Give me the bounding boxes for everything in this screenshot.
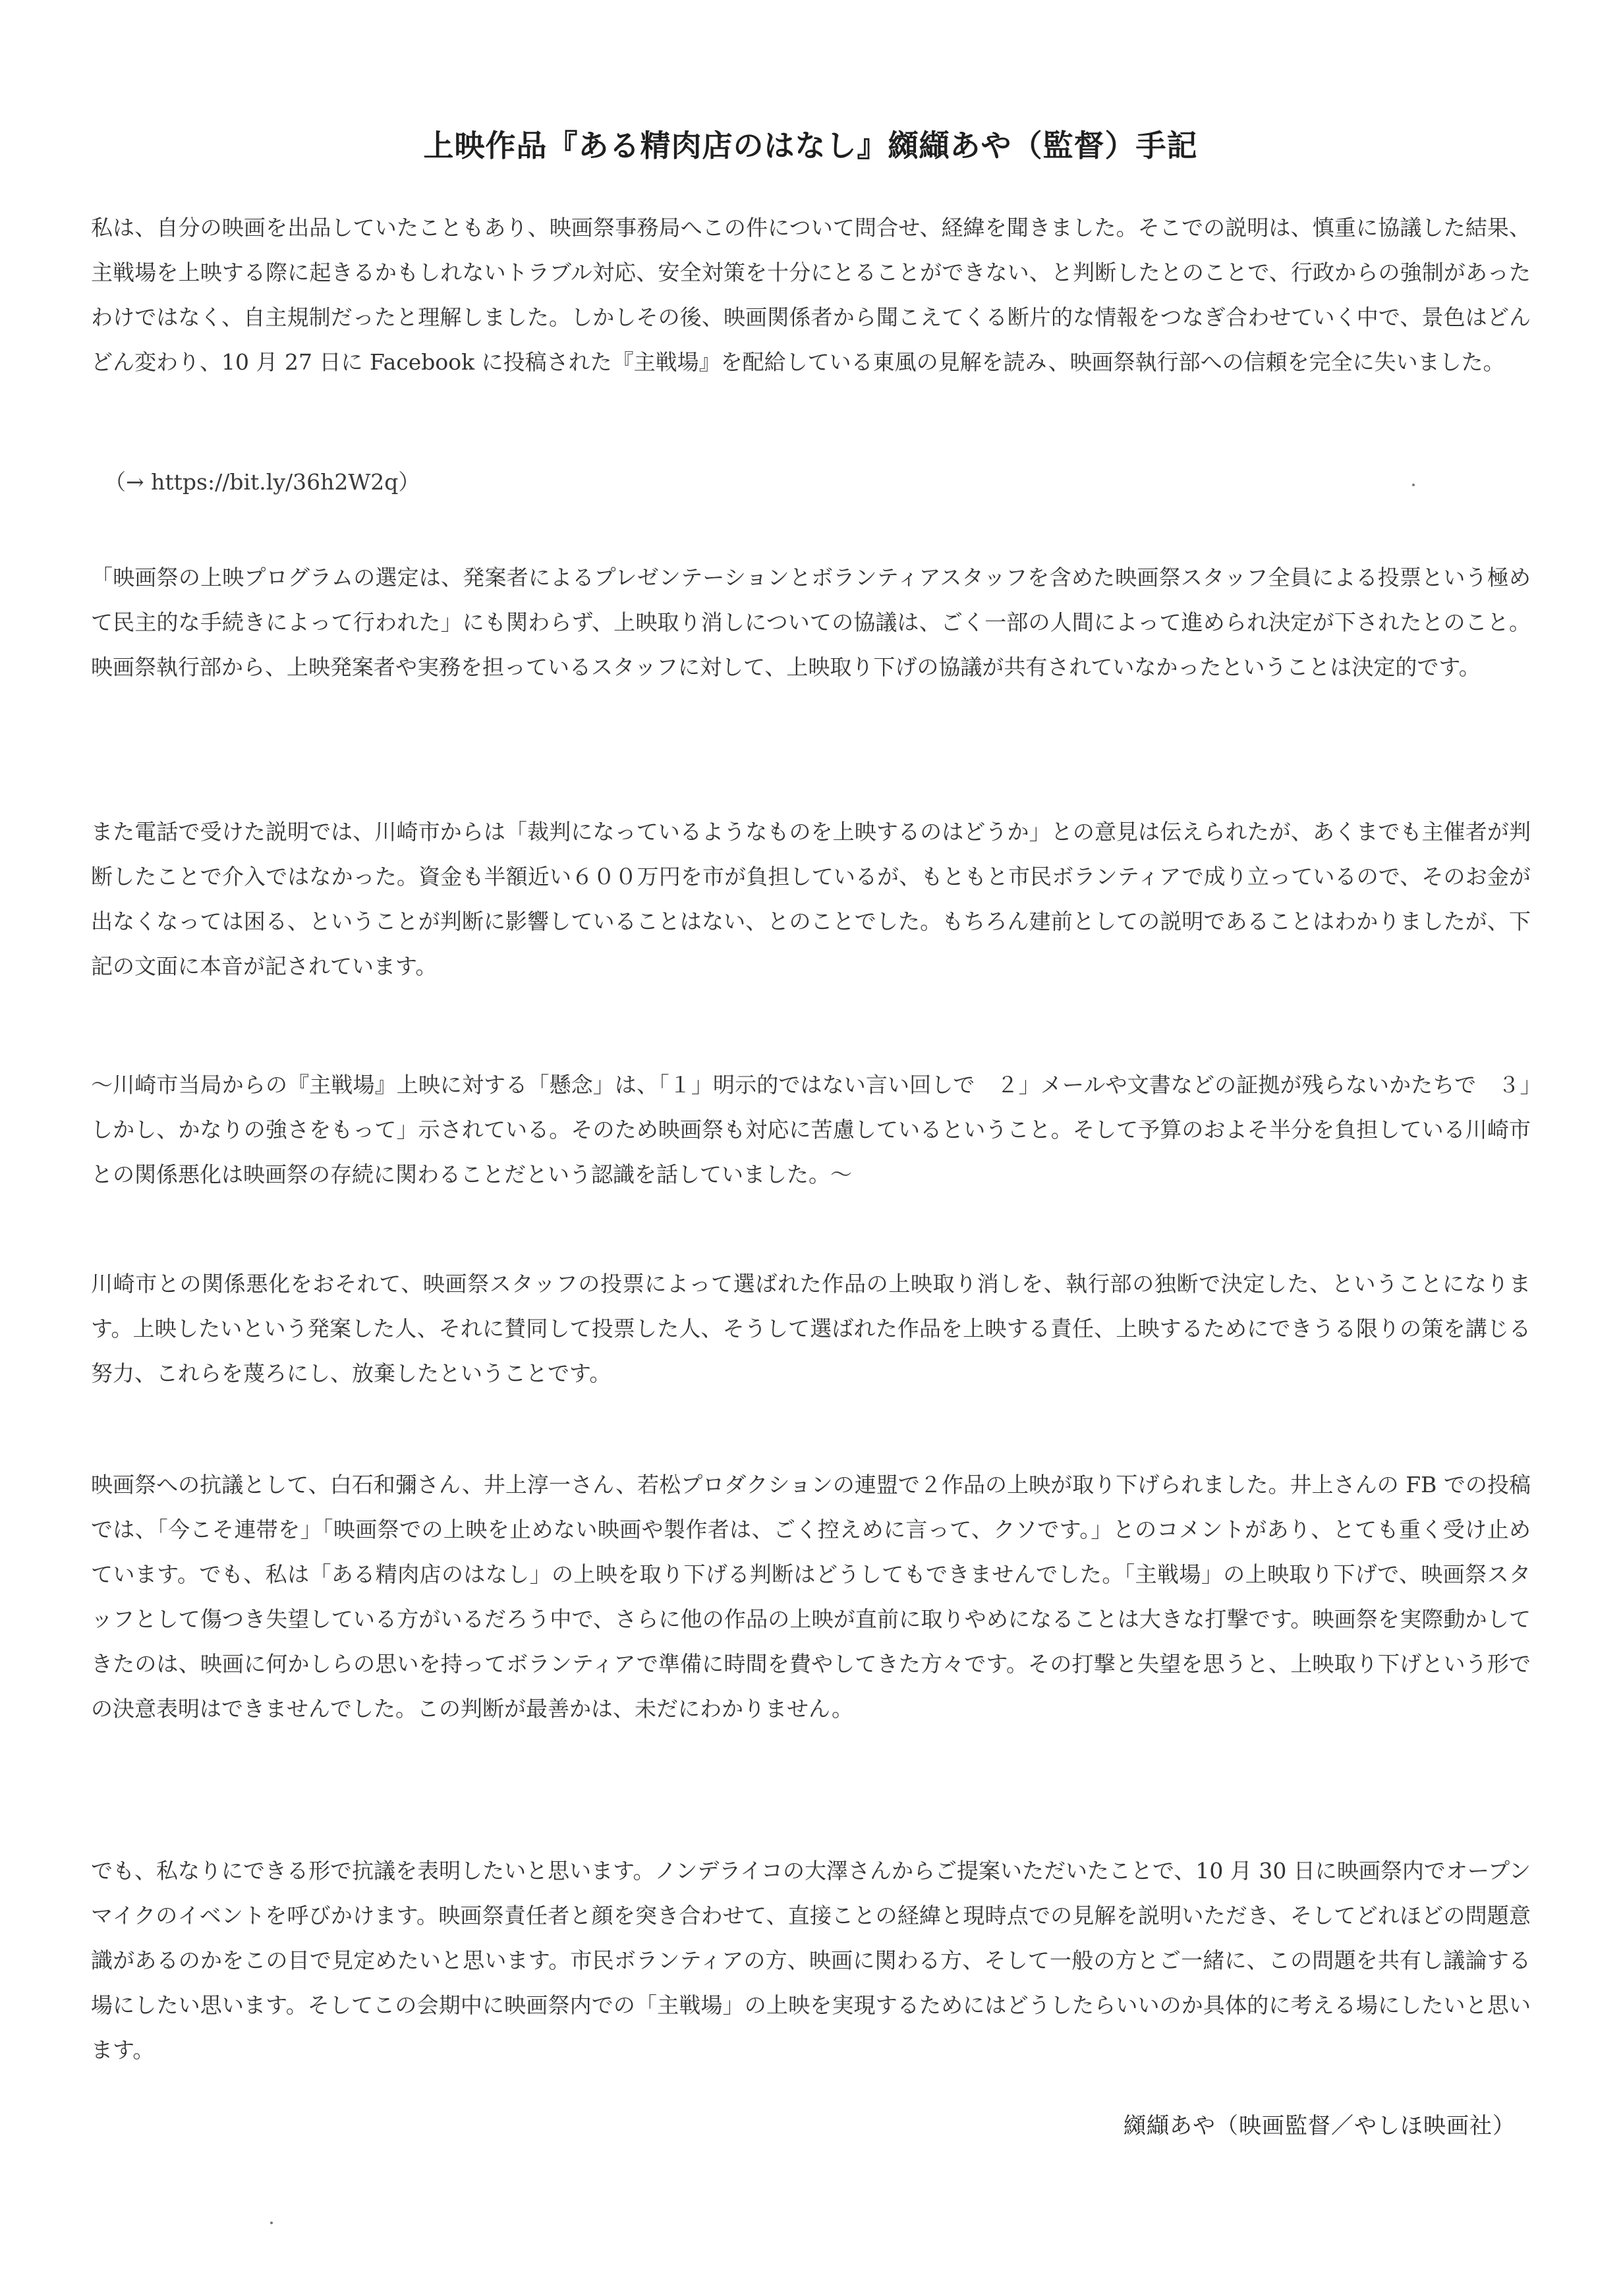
paragraph-relationship-fear: 川崎市との関係悪化をおそれて、映画祭スタッフの投票によって選ばれた作品の上映取り消しを、執行部の独断で決定した、ということになります。上映したいという発案した人、それに賛同して投票した人、そうして選ばれた作品を上映する責任、上映するためにできうる限りの策を講じる努力、これらを蔑ろにし、放棄したということです。	[91, 1271, 1531, 1386]
document-title: 上映作品『ある精肉店のはなし』纐纈あや（監督）手記	[423, 127, 1198, 163]
paragraph-protest: 映画祭への抗議として、白石和彌さん、井上淳一さん、若松プロダクションの連盟で２作品の上映が取り下げられました。井上さんの FB での投稿では、「今こそ連帯を」「映画祭での上映を止めない映画や製作者は、ごく控えめに言って、クソです。」とのコメントがあり、とても重く受け止めています。でも、私は「ある精肉店のはなし」の上映を取り下げる判断はどうしてもできませんでした。「主戦場」の上映取り下げで、映画祭スタッフとして傷つき失望している方がいるだろう中で、さらに他の作品の上映が直前に取りやめになることは大きな打撃です。映画祭を実際動かしてきたのは、映画に何かしらの思いを持ってボランティアで準備に時間を費やしてきた方々です。その打撃と失望を思うと、上映取り下げという形での決意表明はできませんでした。この判断が最善かは、未だにわかりません。	[91, 1472, 1531, 1722]
scan-speck	[1412, 484, 1415, 486]
paragraph-selection-process: 「映画祭の上映プログラムの選定は、発案者によるプレゼンテーションとボランティアスタッフを含めた映画祭スタッフ全員による投票という極めて民主的な手続きによって行われた」にも関わらず、上映取り消しについての協議は、ごく一部の人間によって進められ決定が下されたとのこと。映画祭執行部から、上映発案者や実務を担っているスタッフに対して、上映取り下げの協議が共有されていなかったということは決定的です。	[91, 565, 1531, 680]
reference-link[interactable]: （→ https://bit.ly/36h2W2q）	[104, 469, 420, 495]
author-signature: 纐纈あや（映画監督／やしほ映画社）	[1123, 2113, 1516, 2139]
paragraph-inquiry: 私は、自分の映画を出品していたこともあり、映画祭事務局へこの件について問合せ、経緯を聞きました。そこでの説明は、慎重に協議した結果、主戦場を上映する際に起きるかもしれないトラブル対応、安全対策を十分にとることができない、と判断したとのことで、行政からの強制があったわけではなく、自主規制だったと理解しました。しかしその後、映画関係者から聞こえてくる断片的な情報をつなぎ合わせていく中で、景色はどんどん変わり、10 月 27 日に Facebook に投稿された『主戦場』を配給している東風の見解を読み、映画祭執行部への信頼を完全に失いました。	[91, 215, 1531, 375]
paragraph-open-mic: でも、私なりにできる形で抗議を表明したいと思います。ノンデライコの大澤さんからご提案いただいたことで、10 月 30 日に映画祭内でオープンマイクのイベントを呼びかけます。映画祭責任者と顔を突き合わせて、直接ことの経緯と現時点での見解を説明いただき、そしてどれほどの問題意識があるのかをこの目で見定めたいと思います。市民ボランティアの方、映画に関わる方、そして一般の方とご一緒に、この問題を共有し議論する場にしたい思います。そしてこの会期中に映画祭内での「主戦場」の上映を実現するためにはどうしたらいいのか具体的に考える場にしたいと思います。	[91, 1858, 1531, 2063]
paragraph-city-concerns: 〜川崎市当局からの『主戦場』上映に対する「懸念」は、「１」明示的ではない言い回しで ２」メールや文書などの証拠が残らないかたちで ３」しかし、かなりの強さをもって」示されている。そのため映画祭も対応に苦慮しているということ。そして予算のおよそ半分を負担している川崎市との関係悪化は映画祭の存続に関わることだという認識を話していました。〜	[91, 1072, 1531, 1187]
scan-speck	[270, 2222, 273, 2224]
paragraph-phone-explanation: また電話で受けた説明では、川崎市からは「裁判になっているようなものを上映するのはどうか」との意見は伝えられたが、あくまでも主催者が判断したことで介入ではなかった。資金も半額近い６００万円を市が負担しているが、もともと市民ボランティアで成り立っているので、そのお金が出なくなっては困る、ということが判断に影響していることはない、とのことでした。もちろん建前としての説明であることはわかりましたが、下記の文面に本音が記されています。	[91, 819, 1531, 979]
